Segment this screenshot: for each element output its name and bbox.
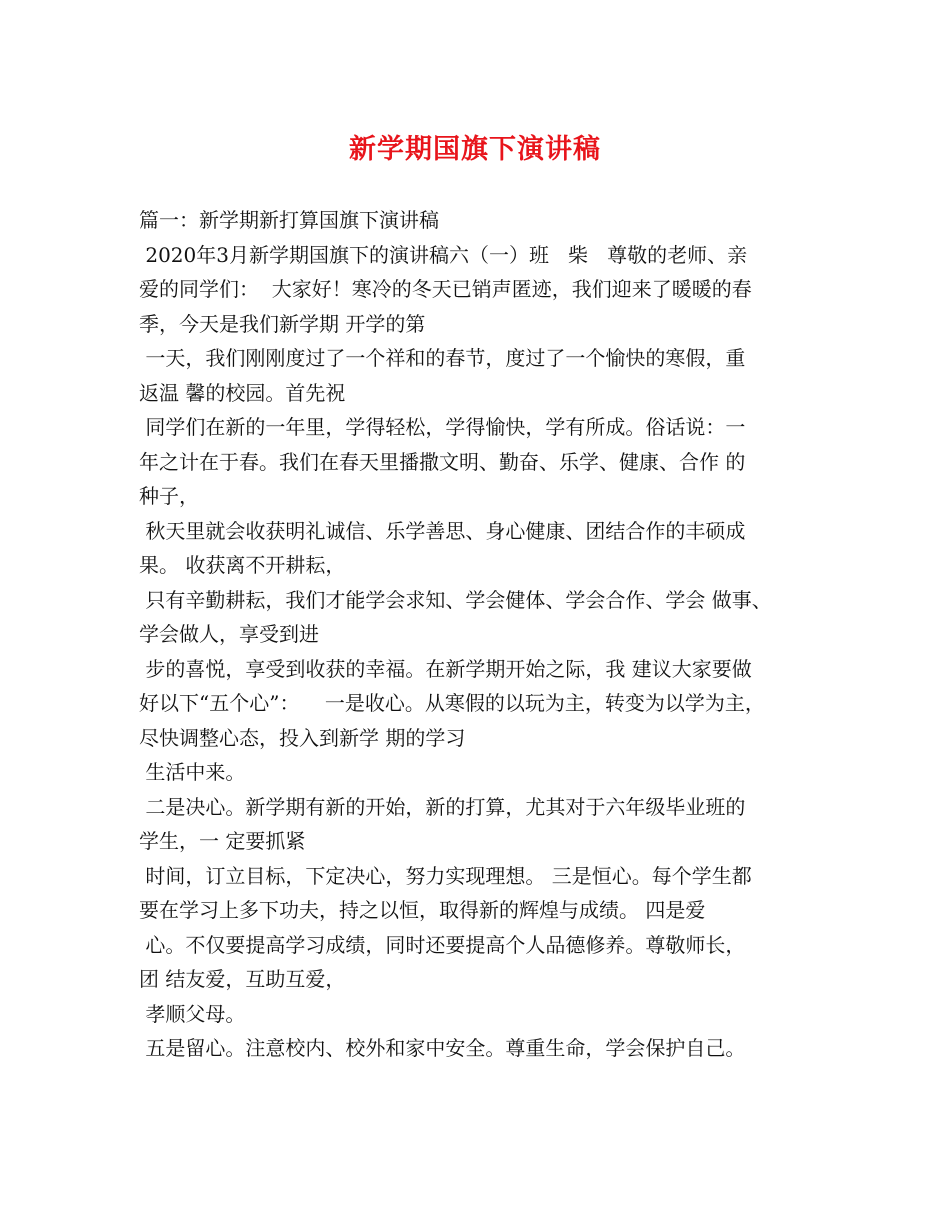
text-line: 爱的同学们： 大家好！寒冷的冬天已销声匿迹，我们迎来了暖暖的春: [139, 277, 752, 301]
text-line: 要在学习上多下功夫，持之以恒，取得新的辉煌与成绩。 四是爱: [139, 898, 706, 922]
text-line: 五是留心。注意校内、校外和家中安全。尊重生命，学会保护自己。: [139, 1036, 746, 1060]
text-line: 季，今天是我们新学期 开学的第: [139, 311, 426, 336]
document-body: [139, 203, 819, 1066]
text-line: 团 结友爱，互助互爱，: [139, 967, 346, 991]
text-line: 学会做人，享受到进: [139, 622, 319, 646]
text-line: 二是决心。新学期有新的开始，新的打算，尤其对于六年级毕业班的: [139, 794, 746, 819]
text-line: 孝顺父母。: [139, 1001, 246, 1026]
text-line: 尽快调整心态，投入到新学 期的学习: [139, 725, 466, 750]
text-line: 一天，我们刚刚度过了一个祥和的春节，度过了一个愉快的寒假，重: [139, 346, 746, 370]
text-line: 只有辛勤耕耘，我们才能学会求知、学会健体、学会合作、学会 做事、: [139, 587, 772, 612]
text-line: 好以下“五个心”： 一是收心。从寒假的以玩为主，转变为以学为主，: [139, 691, 765, 715]
text-line: 时间，订立目标，下定决心，努力实现理想。 三是恒心。每个学生都: [139, 863, 752, 888]
text-line: 2020年3月新学期国旗下的演讲稿六（一）班 柴 尊敬的老师、亲: [139, 242, 748, 267]
text-line: 返温 馨的校园。首先祝: [139, 380, 346, 405]
document-title: 新学期国旗下演讲稿: [349, 134, 601, 165]
text-line: 生活中来。: [139, 760, 246, 784]
text-line: 秋天里就会收获明礼诚信、乐学善思、身心健康、团结合作的丰硕成: [139, 518, 746, 543]
text-line: 学生，一 定要抓紧: [139, 829, 306, 853]
text-line: 果。 收获离不开耕耘，: [139, 553, 346, 577]
text-line: 心。不仅要提高学习成绩，同时还要提高个人品德修养。尊敬师长，: [139, 932, 746, 957]
text-line: 步的喜悦，享受到收获的幸福。在新学期开始之际，我 建议大家要做: [139, 656, 752, 681]
text-line: 同学们在新的一年里，学得轻松，学得愉快，学有所成。俗话说：一: [139, 415, 746, 439]
text-line: 种子，: [139, 484, 199, 508]
text-line: 篇一：新学期新打算国旗下演讲稿: [139, 208, 439, 232]
text-line: 年之计在于春。我们在春天里播撒文明、勤奋、乐学、健康、合作 的: [139, 449, 746, 474]
